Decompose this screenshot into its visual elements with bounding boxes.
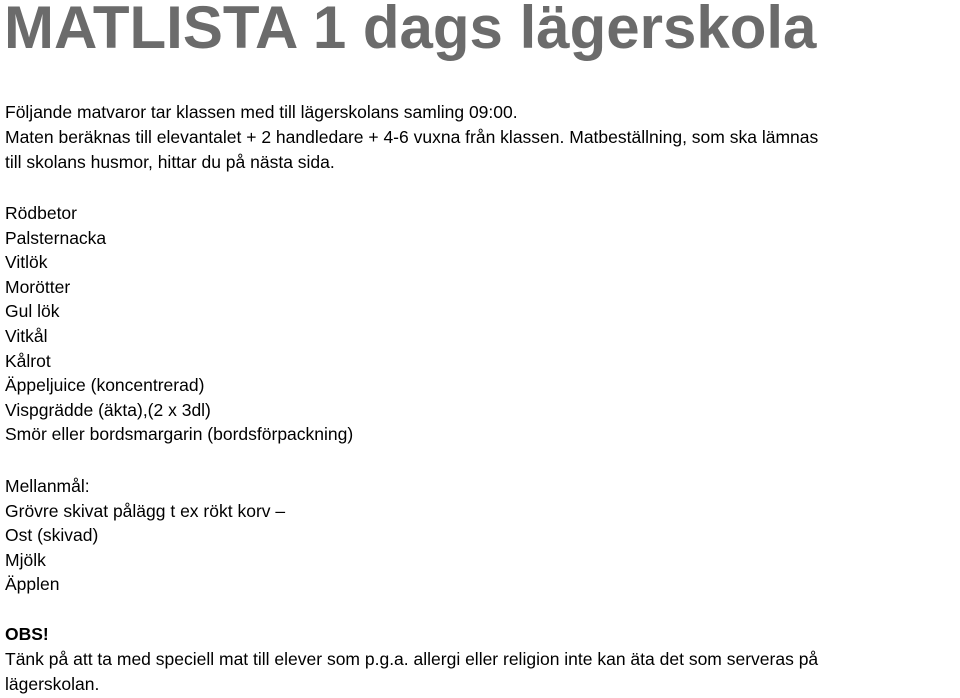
list-item: Grövre skivat pålägg t ex rökt korv – [5,500,286,521]
food-list [5,201,960,447]
list-item: Mjölk [5,549,46,570]
list-item: Gul lök [5,301,60,322]
list-item: Morötter [5,276,71,297]
obs-heading: OBS! [5,624,49,644]
list-item: Vitlök [5,252,48,273]
intro-paragraph [5,100,960,175]
list-item: Vitkål [5,325,48,346]
intro-line: till skolans husmor, hittar du på nästa sida. [5,152,335,172]
snack-list [5,474,960,597]
obs-line: Tänk på att ta med speciell mat till elever som p.g.a. allergi eller religion inte kan äta det som serveras på [5,649,819,669]
list-item: Ost (skivad) [5,525,99,546]
obs-note [5,647,960,697]
snack-heading: Mellanmål: [5,476,90,496]
list-item: Vispgrädde (äkta),(2 x 3dl) [5,399,211,420]
intro-line: Maten beräknas till elevantalet + 2 handledare + 4-6 vuxna från klassen. Matbeställning, som ska lämnas [5,127,819,147]
document-title: MATLISTA 1 dags lägerskola [4,0,817,61]
obs-line: lägerskolan. [5,674,100,694]
intro-line: Följande matvaror tar klassen med till lägerskolans samling 09:00. [5,102,518,122]
list-item: Äpplen [5,574,60,595]
list-item: Äppeljuice (koncentrerad) [5,375,205,396]
list-item: Rödbetor [5,203,77,223]
list-item: Kålrot [5,350,51,371]
list-item: Smör eller bordsmargarin (bordsförpackning) [5,424,354,445]
list-item: Palsternacka [5,227,107,248]
